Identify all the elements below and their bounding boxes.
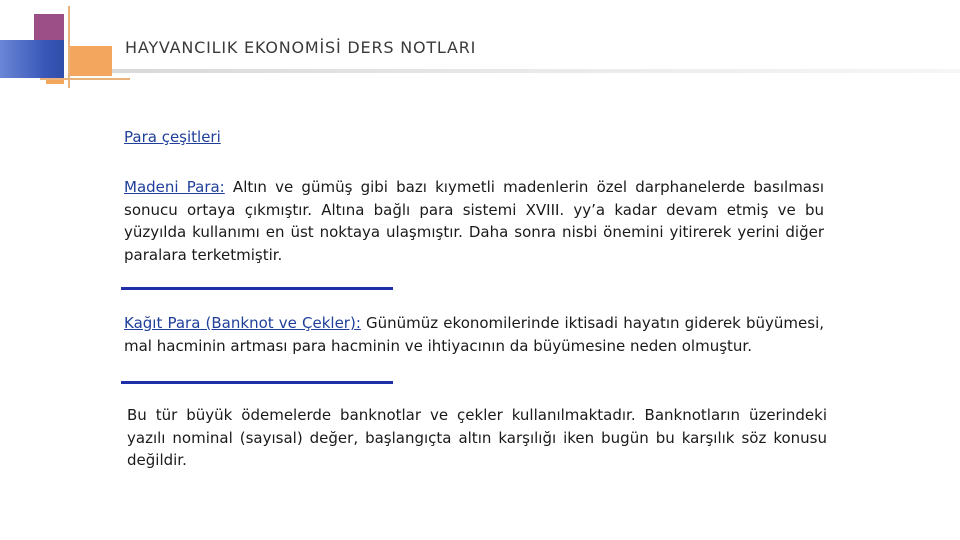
- paragraph-madeni-para: [124, 176, 824, 266]
- horizontal-accent-line: [40, 78, 130, 80]
- section-divider: [121, 381, 393, 384]
- paragraph-kagit-para: [124, 312, 824, 357]
- page-title: HAYVANCILIK EKONOMİSİ DERS NOTLARI: [125, 38, 477, 57]
- slide-logo-decoration: [0, 0, 130, 95]
- orange-square-shape: [70, 46, 112, 76]
- header-underline: [112, 69, 960, 73]
- term-kagit-para: Kağıt Para (Banknot ve Çekler):: [124, 314, 361, 332]
- paragraph-text: Altın ve gümüş gibi bazı kıymetli madenlerin özel darphanelerde basılması sonucu ortaya çıkmıştır. Altına bağlı para sistemi XVIII. yy’a kadar devam etmiş ve bu yüzyılda kullanımı en üst noktaya ulaşmıştır. Daha sonra nisbi önemini yitirerek yerini diğer paralara terketmiştir.: [124, 178, 824, 264]
- vertical-accent-line: [68, 6, 70, 88]
- paragraph-banknot: Bu tür büyük ödemelerde banknotlar ve çekler kullanılmaktadır. Banknotların üzerindeki yazılı nominal (sayısal) değer, başlangıçta altın karşılığı iken bugün bu karşılık söz konusu değildir.: [127, 406, 827, 469]
- section-heading: Para çeşitleri: [124, 128, 221, 146]
- term-madeni-para: Madeni Para:: [124, 178, 225, 196]
- section-divider: [121, 287, 393, 290]
- paragraph-text: Günümüz ekonomilerinde iktisadi hayatın giderek büyümesi, mal hacminin artması para hacminin ve ihtiyacının da büyümesine neden olmuştur.: [124, 314, 825, 355]
- blue-square-shape: [0, 40, 64, 78]
